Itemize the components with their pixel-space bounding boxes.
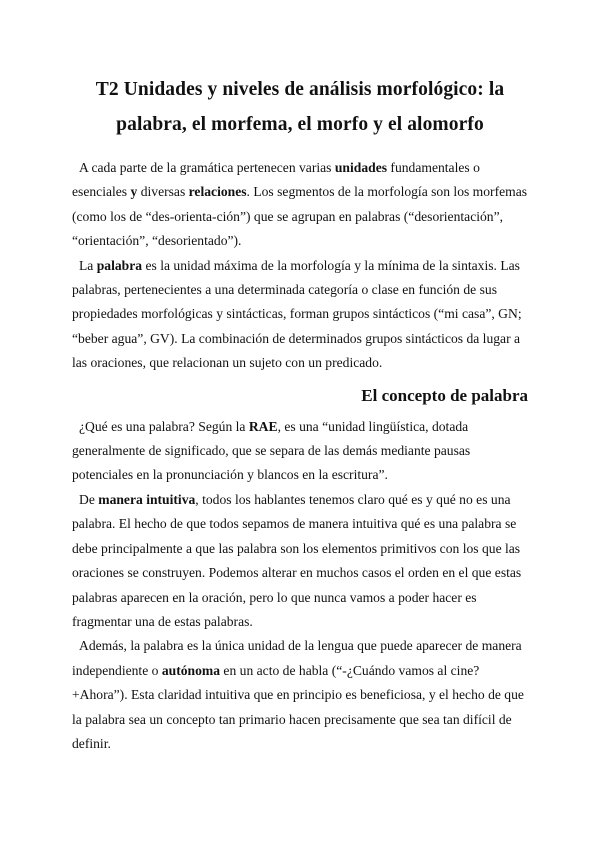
- text-run: . Los segmentos de la morfología son los morfemas (como los de “des-orienta-ción”) que se agrupan en palabras (“desorientación”, “orientación”, “desorientado”).: [72, 184, 528, 249]
- text-run: La: [79, 257, 97, 273]
- text-run: diversas: [137, 184, 189, 200]
- document-title: T2 Unidades y niveles de análisis morfológico: la palabra, el morfema, el morfo y el alomorfo: [95, 79, 505, 135]
- text-run: ¿Qué es una palabra? Según la: [79, 418, 249, 434]
- bold-term-y: y: [130, 184, 138, 200]
- text-run: fundamentales o esenciales: [72, 160, 480, 200]
- text-run: A cada parte de la gramática pertenecen varias: [79, 160, 335, 175]
- bold-term-unidades: unidades: [334, 160, 388, 175]
- bold-term-autonoma: autónoma: [161, 662, 221, 678]
- section-paragraph: [72, 415, 528, 488]
- bold-term-rae: RAE: [248, 418, 278, 434]
- intro-section: [72, 156, 528, 376]
- bold-term-relaciones: relaciones: [188, 184, 247, 200]
- document-page: [72, 72, 528, 756]
- section-heading: El concepto de palabra: [361, 385, 528, 405]
- text-run: De: [79, 491, 99, 507]
- intro-paragraph: [72, 156, 528, 254]
- bold-term-manera-intuitiva: manera intuitiva: [98, 491, 196, 507]
- text-run: , todos los hablantes tenemos claro qué es y qué no es una palabra. El hecho de que todos sepamos de manera intuitiva qué es una palabra se debe principalmente a que las palabra son los elementos primitivos con los que las oraciones se construyen. Podemos alterar en muchos casos el orden en el que estas palabras aparecen en la oración, pero lo que nunca vamos a poder hacer es fragmentar una de estas palabras.: [72, 491, 522, 629]
- concept-section: [72, 415, 528, 757]
- section-paragraph: [72, 634, 528, 756]
- bold-term-palabra: palabra: [96, 257, 143, 273]
- section-paragraph: [72, 488, 528, 634]
- text-run: es la unidad máxima de la morfología y la mínima de la sintaxis. Las palabras, pertenecientes a una determinada categoría o clase en función de sus propiedades morfológicas y sintácticas, forman grupos sintácticos (“mi casa”, GN; “beber agua”, GV). La combinación de determinados grupos sintácticos da lugar a las oraciones, que relacionan un sujeto con un predicado.: [72, 257, 522, 371]
- intro-paragraph: [72, 254, 528, 376]
- text-run: en un acto de habla (“-¿Cuándo vamos al cine? +Ahora”). Esta claridad intuitiva que en principio es beneficiosa, y el hecho de que la palabra sea un concepto tan primario hacen precisamente que sea tan difícil de definir.: [72, 662, 524, 751]
- text-run: Además, la palabra es la única unidad de la lengua que puede aparecer de manera independiente o: [72, 638, 522, 678]
- text-run: , es una “unidad lingüística, dotada generalmente de significado, que se separa de las demás mediante pausas potenciales en la pronunciación y blancos en la escritura”.: [72, 418, 471, 483]
